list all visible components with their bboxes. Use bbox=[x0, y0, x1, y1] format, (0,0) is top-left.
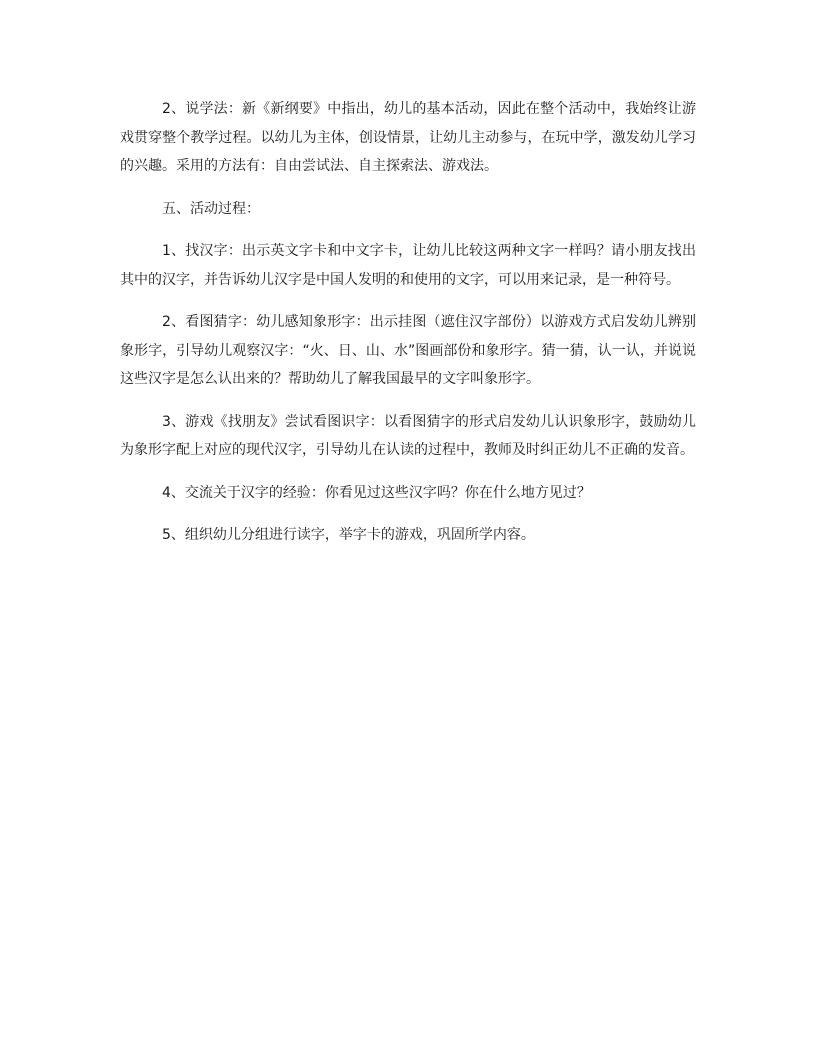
section-heading-activity-process: 五、活动过程： bbox=[162, 200, 260, 217]
document-body bbox=[120, 95, 696, 564]
paragraph-study-method: 2、说学法：新《新纲要》中指出，幼儿的基本活动，因此在整个活动中，我始终让游戏贯穿整个教学过程。以幼儿为主体，创设情景，让幼儿主动参与，在玩中学，激发幼儿学习的兴趣。采用的方法有：自由尝试法、自主探索法、游戏法。 bbox=[120, 101, 696, 174]
paragraph-step-2: 2、看图猜字：幼儿感知象形字：出示挂图（遮住汉字部份）以游戏方式启发幼儿辨别象形字，引导幼儿观察汉字：“火、日、山、水”图画部份和象形字。猜一猜，认一认，并说说这些汉字是怎么认出来的？帮助幼儿了解我国最早的文字叫象形字。 bbox=[120, 314, 696, 387]
paragraph-step-3: 3、游戏《找朋友》尝试看图识字：以看图猜字的形式启发幼儿认识象形字，鼓励幼儿为象形字配上对应的现代汉字，引导幼儿在认读的过程中，教师及时纠正幼儿不正确的发音。 bbox=[120, 413, 696, 458]
paragraph-step-5: 5、组织幼儿分组进行读字，举字卡的游戏，巩固所学内容。 bbox=[162, 527, 535, 543]
paragraph-step-4: 4、交流关于汉字的经验：你看见过这些汉字吗？你在什么地方见过？ bbox=[162, 484, 591, 501]
paragraph-step-1: 1、找汉字：出示英文字卡和中文字卡，让幼儿比较这两种文字一样吗？请小朋友找出其中的汉字，并告诉幼儿汉字是中国人发明的和使用的文字，可以用来记录，是一种符号。 bbox=[120, 243, 696, 288]
